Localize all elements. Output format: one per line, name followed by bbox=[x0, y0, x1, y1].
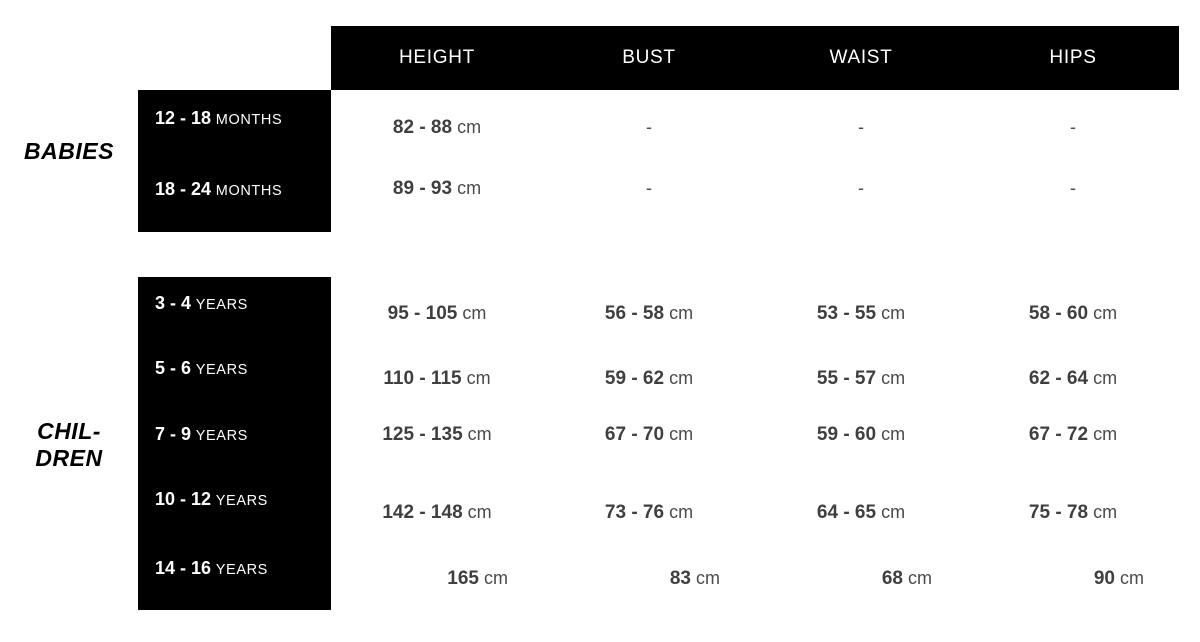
cell-unit: cm bbox=[669, 303, 694, 323]
group-label-children-line1: CHIL- bbox=[37, 418, 101, 444]
table-cell-bust bbox=[543, 303, 755, 325]
cell-unit: cm bbox=[1093, 303, 1118, 323]
cell-unit: cm bbox=[881, 303, 906, 323]
size-range: 10 - 12 bbox=[155, 489, 212, 509]
cell-unit: cm bbox=[1093, 502, 1118, 522]
cell-value: 64 - 65 bbox=[816, 502, 877, 523]
table-cell-height bbox=[331, 502, 543, 524]
group-label-children bbox=[0, 418, 138, 472]
table-row-size-label bbox=[155, 424, 331, 445]
size-unit: YEARS bbox=[195, 428, 248, 444]
table-cell-bust bbox=[543, 568, 755, 590]
table-cell-bust bbox=[543, 424, 755, 446]
table-cell-waist: - bbox=[858, 117, 864, 137]
table-cell-hips: - bbox=[1070, 178, 1076, 198]
cell-value: 68 bbox=[881, 568, 903, 589]
cell-value: 83 bbox=[669, 568, 691, 589]
size-unit: YEARS bbox=[195, 297, 248, 313]
cell-unit: cm bbox=[1093, 424, 1118, 444]
cell-unit: cm bbox=[457, 117, 482, 137]
table-cell-waist bbox=[755, 368, 967, 390]
size-range: 5 - 6 bbox=[155, 358, 192, 378]
table-cell-hips bbox=[967, 568, 1179, 590]
column-header-hips: HIPS bbox=[1049, 47, 1097, 68]
table-cell-bust bbox=[543, 368, 755, 390]
table-cell-hips bbox=[967, 502, 1179, 524]
cell-value: 95 - 105 bbox=[387, 303, 458, 324]
size-unit: YEARS bbox=[195, 362, 248, 378]
cell-value: 90 bbox=[1093, 568, 1115, 589]
cell-value: 67 - 70 bbox=[604, 424, 665, 445]
cell-value: 165 bbox=[447, 568, 479, 589]
size-range: 12 - 18 bbox=[155, 108, 212, 128]
size-range: 18 - 24 bbox=[155, 179, 212, 199]
table-cell-height bbox=[331, 117, 543, 139]
column-header-waist: WAIST bbox=[829, 47, 893, 68]
table-row-size-label bbox=[155, 179, 331, 200]
size-range: 3 - 4 bbox=[155, 293, 192, 313]
group-label-babies: BABIES bbox=[24, 138, 114, 164]
table-row-size-label bbox=[155, 358, 331, 379]
column-header-height: HEIGHT bbox=[399, 47, 475, 68]
cell-unit: cm bbox=[669, 424, 694, 444]
table-cell-bust bbox=[543, 502, 755, 524]
cell-value: 67 - 72 bbox=[1028, 424, 1089, 445]
cell-unit: cm bbox=[881, 424, 906, 444]
cell-unit: cm bbox=[467, 424, 492, 444]
table-cell-hips bbox=[967, 368, 1179, 390]
table-cell-hips bbox=[967, 303, 1179, 325]
cell-unit: cm bbox=[669, 502, 694, 522]
table-row-size-label bbox=[155, 489, 331, 510]
table-cell-hips: - bbox=[1070, 117, 1076, 137]
cell-unit: cm bbox=[669, 368, 694, 388]
cell-unit: cm bbox=[881, 502, 906, 522]
cell-value: 62 - 64 bbox=[1028, 368, 1089, 389]
cell-value: 59 - 62 bbox=[604, 368, 665, 389]
table-cell-bust: - bbox=[646, 178, 652, 198]
table-cell-waist bbox=[755, 568, 967, 590]
table-cell-height bbox=[331, 368, 543, 390]
cell-value: 82 - 88 bbox=[392, 117, 453, 138]
cell-value: 56 - 58 bbox=[604, 303, 665, 324]
table-cell-height bbox=[331, 303, 543, 325]
cell-unit: cm bbox=[466, 368, 491, 388]
cell-value: 75 - 78 bbox=[1028, 502, 1089, 523]
table-cell-waist bbox=[755, 502, 967, 524]
cell-unit: cm bbox=[881, 368, 906, 388]
cell-value: 58 - 60 bbox=[1028, 303, 1089, 324]
cell-unit: cm bbox=[1120, 568, 1144, 588]
table-cell-height bbox=[331, 424, 543, 446]
cell-value: 89 - 93 bbox=[392, 178, 453, 199]
table-header-row bbox=[331, 26, 1179, 90]
cell-unit: cm bbox=[484, 568, 508, 588]
cell-value: 53 - 55 bbox=[816, 303, 877, 324]
cell-value: 55 - 57 bbox=[816, 368, 877, 389]
column-header-bust: BUST bbox=[622, 47, 676, 68]
group-label-children-line2: DREN bbox=[35, 445, 103, 472]
table-cell-hips bbox=[967, 424, 1179, 446]
cell-unit: cm bbox=[1093, 368, 1118, 388]
cell-value: 59 - 60 bbox=[816, 424, 877, 445]
table-row-size-label bbox=[155, 558, 331, 579]
table-row-size-label bbox=[155, 293, 331, 314]
size-range: 14 - 16 bbox=[155, 558, 212, 578]
cell-unit: cm bbox=[467, 502, 492, 522]
table-cell-waist: - bbox=[858, 178, 864, 198]
size-unit: MONTHS bbox=[215, 183, 283, 199]
cell-unit: cm bbox=[457, 178, 482, 198]
table-cell-bust: - bbox=[646, 117, 652, 137]
size-unit: YEARS bbox=[215, 562, 268, 578]
cell-unit: cm bbox=[908, 568, 932, 588]
cell-value: 110 - 115 bbox=[383, 368, 462, 389]
cell-unit: cm bbox=[462, 303, 487, 323]
cell-value: 73 - 76 bbox=[604, 502, 665, 523]
size-unit: YEARS bbox=[215, 493, 268, 509]
table-cell-waist bbox=[755, 303, 967, 325]
cell-unit: cm bbox=[696, 568, 720, 588]
table-row-size-label bbox=[155, 108, 331, 129]
size-unit: MONTHS bbox=[215, 112, 283, 128]
table-cell-height bbox=[331, 568, 543, 590]
size-range: 7 - 9 bbox=[155, 424, 192, 444]
cell-value: 142 - 148 bbox=[382, 502, 463, 523]
table-cell-waist bbox=[755, 424, 967, 446]
table-cell-height bbox=[331, 178, 543, 200]
cell-value: 125 - 135 bbox=[382, 424, 463, 445]
